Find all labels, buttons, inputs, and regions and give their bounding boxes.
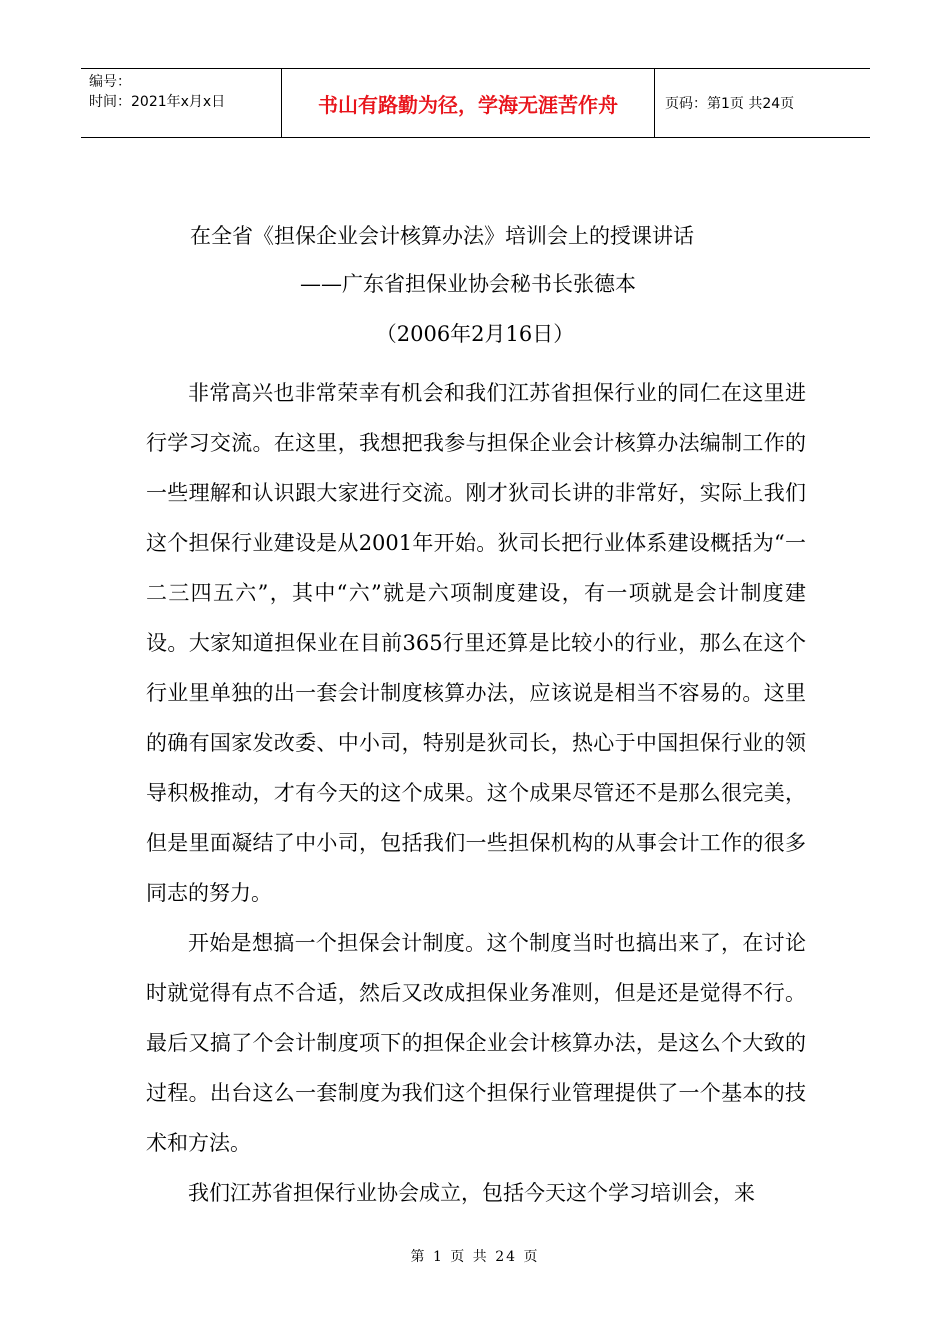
document-title: 在全省《担保企业会计核算办法》培训会上的授课讲话 <box>190 224 694 248</box>
document-body <box>146 368 806 1218</box>
paragraph: 我们江苏省担保行业协会成立，包括今天这个学习培训会，来 <box>188 1181 755 1205</box>
paragraph: 非常高兴也非常荣幸有机会和我们江苏省担保行业的同仁在这里进行学习交流。在这里，我想把我参与担保企业会计核算办法编制工作的一些理解和认识跟大家进行交流。刚才狄司长讲的非常好，实际上我们这个担保行业建设是从2001年开始。狄司长把行业体系建设概括为“一二三四五六”，其中“六”就是六项制度建设，有一项就是会计制度建设。大家知道担保业在目前365行里还算是比较小的行业，那么在这个行业里单独的出一套会计制度核算办法，应该说是相当不容易的。这里的确有国家发改委、中小司，特别是狄司长，热心于中国担保行业的领导积极推动，才有今天的这个成果。这个成果尽管还不是那么很完美，但是里面凝结了中小司，包括我们一些担保机构的从事会计工作的很多同志的努力。 <box>146 381 806 905</box>
header-motto: 书山有路勤为径，学海无涯苦作舟 <box>282 69 655 137</box>
page-footer: 第 1 页 共 24 页 <box>410 1249 540 1265</box>
header-date: 时间：2021年x月x日 <box>89 94 226 110</box>
document-date: （2006年2月16日） <box>375 322 575 346</box>
header-page-info: 页码：第1页 共24页 <box>665 96 795 112</box>
header-number-label: 编号： <box>89 74 131 90</box>
paragraph: 开始是想搞一个担保会计制度。这个制度当时也搞出来了，在讨论时就觉得有点不合适，然后又改成担保业务准则，但是还是觉得不行。最后又搞了个会计制度项下的担保企业会计核算办法，是这么个大致的过程。出台这么一套制度为我们这个担保行业管理提供了一个基本的技术和方法。 <box>146 931 806 1155</box>
document-speaker: ——广东省担保业协会秘书长张德本 <box>300 272 636 296</box>
header-meta <box>81 69 282 137</box>
document-header <box>81 68 870 138</box>
